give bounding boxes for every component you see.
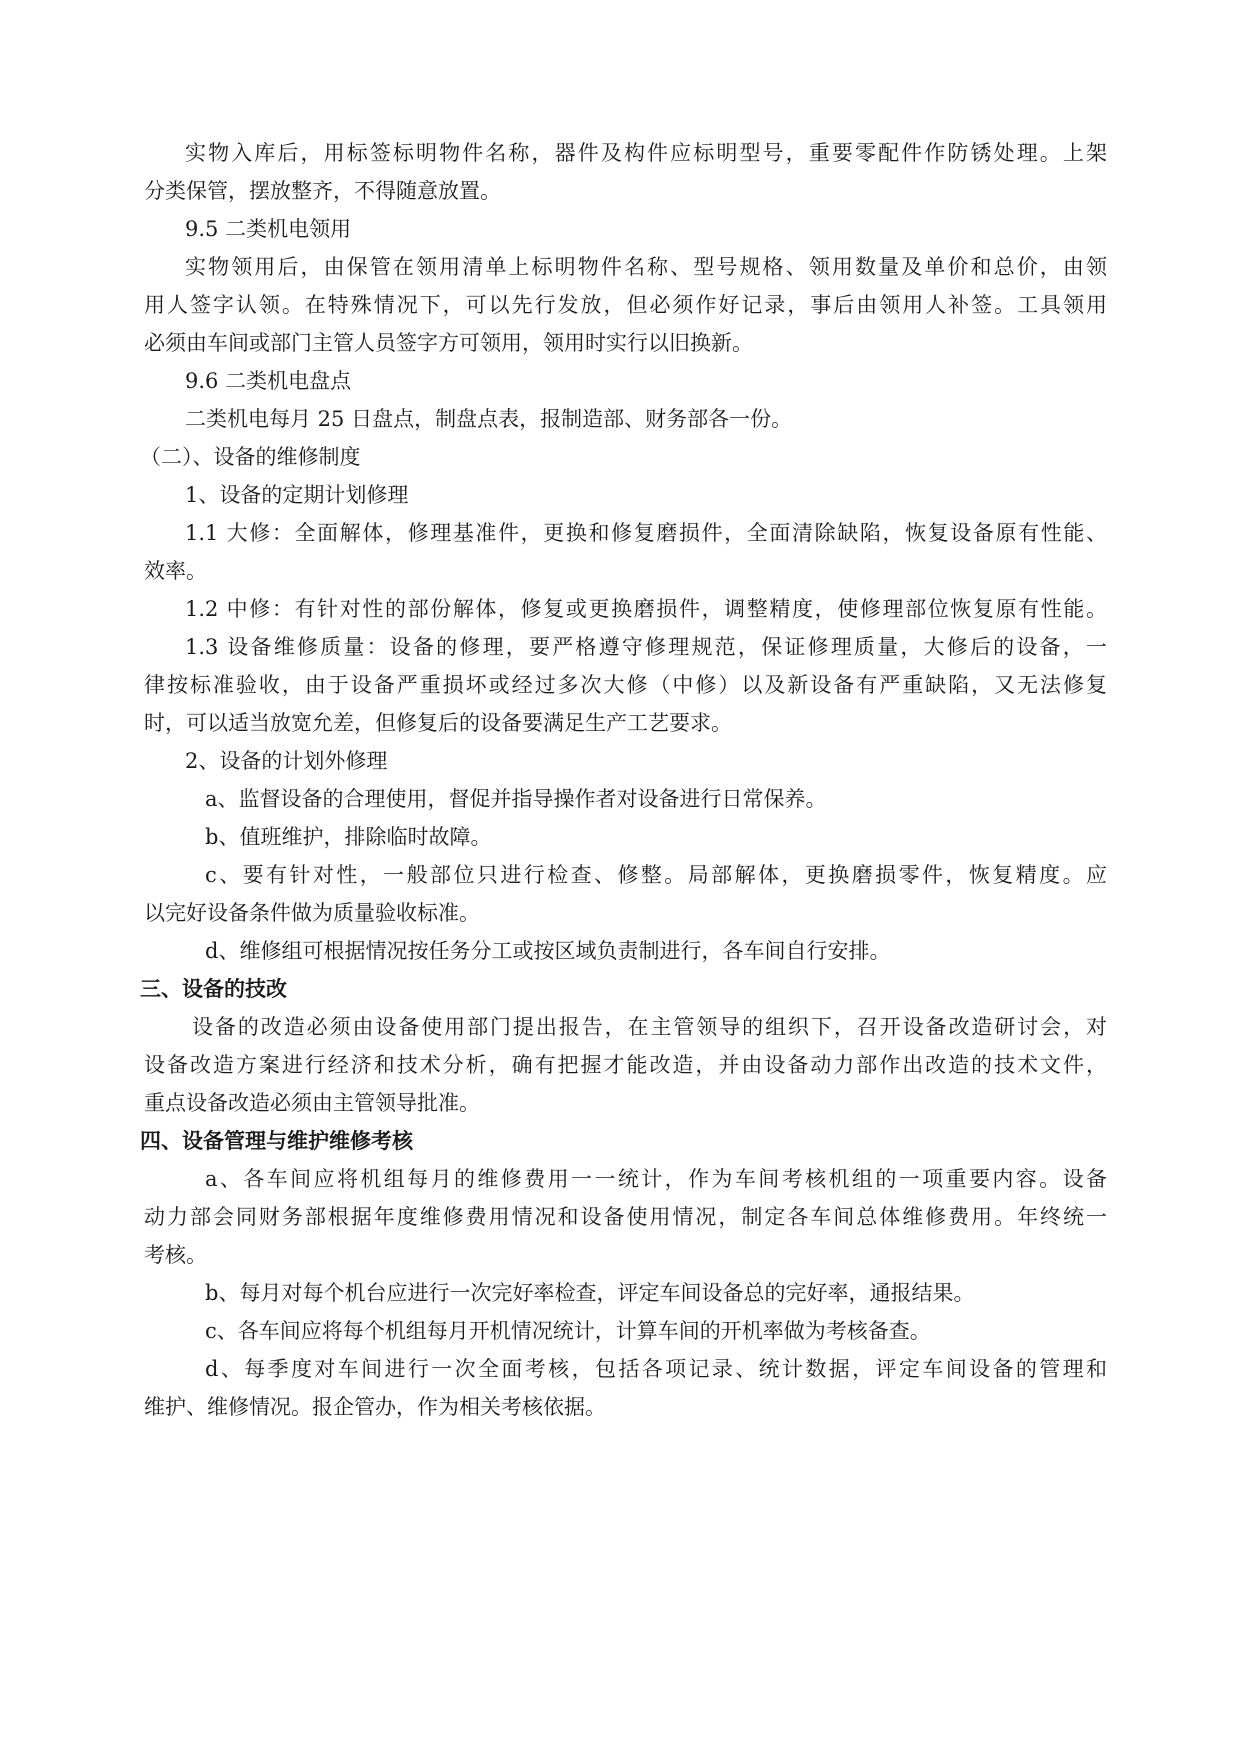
section-heading: （二）、设备的维修制度 bbox=[140, 445, 361, 469]
list-item: c、各车间应将每个机组每月开机情况统计，计算车间的开机率做为考核备查。 bbox=[205, 1319, 931, 1343]
list-item: a、监督设备的合理使用，督促并指导操作者对设备进行日常保养。 bbox=[205, 787, 827, 811]
paragraph-line: 二类机电每月 25 日盘点，制盘点表，报制造部、财务部各一份。 bbox=[185, 407, 793, 431]
paragraph-line: 效率。 bbox=[144, 559, 207, 583]
paragraph-line: 重点设备改造必须由主管领导批准。 bbox=[144, 1091, 480, 1115]
paragraph-line: 1.2 中修：有针对性的部份解体，修复或更换磨损件，调整精度，使修理部位恢复原有性能。 bbox=[185, 597, 1107, 621]
section-heading: 四、设备管理与维护维修考核 bbox=[140, 1129, 413, 1153]
list-item: c、要有针对性，一般部位只进行检查、修整。局部解体，更换磨损零件，恢复精度。应 bbox=[205, 863, 1107, 887]
list-item: b、值班维护，排除临时故障。 bbox=[205, 825, 492, 849]
paragraph-line: 1.1 大修：全面解体，修理基准件，更换和修复磨损件，全面清除缺陷，恢复设备原有性能、 bbox=[185, 521, 1107, 545]
list-item: b、每月对每个机台应进行一次完好率检查，评定车间设备总的完好率，通报结果。 bbox=[205, 1281, 975, 1305]
list-item: 维护、维修情况。报企管办，作为相关考核依据。 bbox=[144, 1395, 606, 1419]
list-item: 动力部会同财务部根据年度维修费用情况和设备使用情况，制定各车间总体维修费用。年终统一 bbox=[144, 1205, 1107, 1229]
paragraph-line: 时，可以适当放宽允差，但修复后的设备要满足生产工艺要求。 bbox=[144, 711, 732, 735]
section-heading: 三、设备的技改 bbox=[140, 977, 287, 1001]
paragraph-line: 实物领用后，由保管在领用清单上标明物件名称、型号规格、领用数量及单价和总价，由领 bbox=[185, 255, 1107, 279]
list-item: d、每季度对车间进行一次全面考核，包括各项记录、统计数据，评定车间设备的管理和 bbox=[205, 1357, 1107, 1381]
paragraph-line: 1.3 设备维修质量：设备的修理，要严格遵守修理规范，保证修理质量，大修后的设备，一 bbox=[185, 635, 1107, 659]
subsection-heading: 9.5 二类机电领用 bbox=[185, 217, 352, 241]
paragraph-line: 必须由车间或部门主管人员签字方可领用，领用时实行以旧换新。 bbox=[144, 331, 753, 355]
subsection-heading: 2、设备的计划外修理 bbox=[185, 749, 388, 773]
paragraph-line: 设备的改造必须由设备使用部门提出报告，在主管领导的组织下，召开设备改造研讨会，对 bbox=[192, 1015, 1107, 1039]
list-item: d、维修组可根据情况按任务分工或按区域负责制进行，各车间自行安排。 bbox=[205, 939, 891, 963]
paragraph-line: 设备改造方案进行经济和技术分析，确有把握才能改造，并由设备动力部作出改造的技术文件， bbox=[144, 1053, 1107, 1077]
subsection-heading: 9.6 二类机电盘点 bbox=[185, 369, 352, 393]
list-item: 以完好设备条件做为质量验收标准。 bbox=[144, 901, 480, 925]
list-item: 考核。 bbox=[144, 1243, 207, 1267]
paragraph-line: 实物入库后，用标签标明物件名称，器件及构件应标明型号，重要零配件作防锈处理。上架 bbox=[185, 141, 1107, 165]
paragraph-line: 律按标准验收，由于设备严重损坏或经过多次大修（中修）以及新设备有严重缺陷，又无法修复 bbox=[144, 673, 1107, 697]
subsection-heading: 1、设备的定期计划修理 bbox=[185, 483, 409, 507]
paragraph-line: 分类保管，摆放整齐，不得随意放置。 bbox=[144, 179, 501, 203]
paragraph-line: 用人签字认领。在特殊情况下，可以先行发放，但必须作好记录，事后由领用人补签。工具领用 bbox=[144, 293, 1107, 317]
list-item: a、各车间应将机组每月的维修费用一一统计，作为车间考核机组的一项重要内容。设备 bbox=[205, 1167, 1107, 1191]
